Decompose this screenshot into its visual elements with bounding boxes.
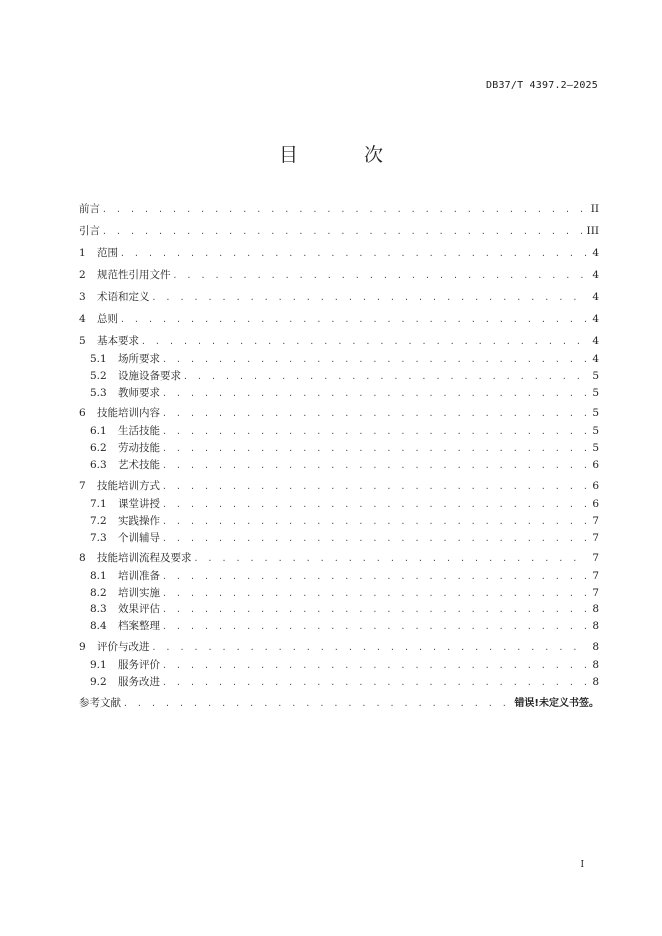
toc-dot-leader [162, 515, 588, 529]
toc-entry-label: 劳动技能 [118, 442, 160, 454]
toc-entry-page: 8 [592, 620, 599, 632]
toc-entry-label: 基本要求 [97, 335, 139, 347]
toc-entry[interactable] [90, 424, 599, 438]
toc-entry-page: 4 [592, 335, 599, 347]
toc-entry[interactable] [79, 224, 599, 238]
toc-entry[interactable] [90, 458, 599, 472]
toc-dot-leader [162, 353, 588, 367]
toc-dot-leader [152, 291, 589, 305]
toc-entry-number: 7 [79, 480, 86, 492]
toc-entry[interactable] [90, 675, 599, 689]
toc-entry-label: 技能培训内容 [97, 407, 160, 419]
toc-entry-label: 培训实施 [118, 587, 160, 599]
toc-entry[interactable] [79, 696, 599, 710]
toc-dot-leader [173, 269, 589, 283]
toc-entry-page: 4 [592, 247, 599, 259]
toc-entry[interactable] [90, 369, 599, 383]
toc-entry[interactable] [90, 602, 599, 616]
toc-entry-number: 6 [79, 407, 86, 419]
toc-entry-page: 4 [592, 313, 599, 325]
toc-entry-label: 档案整理 [118, 620, 160, 632]
toc-entry-page: 8 [592, 603, 599, 615]
toc-entry-label: 服务评价 [118, 659, 160, 671]
toc-entry[interactable] [79, 202, 599, 216]
toc-entry-number: 7.2 [90, 515, 107, 527]
toc-dot-leader [162, 570, 588, 584]
toc-entry-number: 8.4 [90, 620, 107, 632]
toc-entry-page: 5 [592, 370, 599, 382]
toc-entry-label: 术语和定义 [97, 291, 150, 303]
toc-dot-leader [162, 587, 588, 601]
toc-dot-leader [162, 498, 588, 512]
toc-dot-leader [162, 620, 588, 634]
toc-entry[interactable] [79, 268, 599, 282]
toc-entry-page: 7 [592, 552, 599, 564]
toc-dot-leader [102, 225, 583, 239]
toc-entry-number: 4 [79, 313, 86, 325]
toc-title: 目 次 [278, 144, 414, 166]
toc-dot-leader [162, 480, 588, 494]
toc-entry-label: 总则 [97, 313, 118, 325]
toc-entry-label: 艺术技能 [118, 459, 160, 471]
toc-entry-number: 6.2 [90, 442, 107, 454]
toc-entry-page: 4 [592, 269, 599, 281]
toc-entry-page: 7 [592, 532, 599, 544]
toc-entry-label: 前言 [79, 203, 100, 215]
toc-entry-label: 生活技能 [118, 425, 160, 437]
toc-entry-number: 7.1 [90, 498, 107, 510]
toc-entry[interactable] [79, 406, 599, 420]
toc-entry-label: 课堂讲授 [118, 498, 160, 510]
toc-entry-page: 7 [592, 587, 599, 599]
toc-entry-label: 服务改进 [118, 676, 160, 688]
toc-entry[interactable] [90, 514, 599, 528]
toc-entry-label: 技能培训流程及要求 [97, 552, 192, 564]
toc-entry-page: II [590, 203, 599, 215]
toc-dot-leader [162, 425, 588, 439]
toc-entry[interactable] [90, 531, 599, 545]
toc-entry-number: 9.1 [90, 659, 107, 671]
toc-dot-leader [152, 641, 589, 655]
toc-dot-leader [162, 459, 588, 473]
toc-entry-number: 8 [79, 552, 86, 564]
toc-entry-label: 规范性引用文件 [97, 269, 171, 281]
toc-entry-number: 9.2 [90, 676, 107, 688]
toc-entry-number: 5.2 [90, 370, 107, 382]
page-number: I [580, 860, 584, 870]
toc-entry-number: 8.3 [90, 603, 107, 615]
toc-entry-page: 6 [592, 498, 599, 510]
toc-entry-page: 4 [592, 291, 599, 303]
toc-entry-page: 6 [592, 480, 599, 492]
toc-dot-leader [120, 313, 588, 327]
toc-entry-label: 实践操作 [118, 515, 160, 527]
toc-entry[interactable] [90, 352, 599, 366]
toc-dot-leader [162, 387, 588, 401]
toc-entry[interactable] [90, 569, 599, 583]
toc-entry-page: 5 [592, 442, 599, 454]
toc-entry-page: III [586, 225, 599, 237]
toc-entry[interactable] [90, 386, 599, 400]
toc-entry[interactable] [79, 640, 599, 654]
document-code: DB37/T 4397.2—2025 [486, 80, 598, 91]
toc-entry-number: 5.3 [90, 387, 107, 399]
toc-entry-number: 6.1 [90, 425, 107, 437]
toc-entry-page: 8 [592, 676, 599, 688]
toc-entry-number: 8.1 [90, 570, 107, 582]
toc-dot-leader [183, 370, 588, 384]
toc-entry[interactable] [79, 246, 599, 260]
toc-entry-label: 个训辅导 [118, 532, 160, 544]
toc-dot-leader [194, 552, 589, 566]
toc-entry-page: 7 [592, 515, 599, 527]
toc-entry-page: 5 [592, 387, 599, 399]
toc-entry[interactable] [90, 619, 599, 633]
toc-entry-label: 范围 [97, 247, 118, 259]
toc-dot-leader [162, 603, 588, 617]
toc-dot-leader [141, 335, 588, 349]
toc-dot-leader [162, 676, 588, 690]
toc-entry-number: 5.1 [90, 353, 107, 365]
toc-entry[interactable] [90, 441, 599, 455]
toc-entry-page: 错误!未定义书签。 [514, 698, 599, 709]
toc-entry-number: 9 [79, 641, 86, 653]
toc-entry[interactable] [79, 334, 599, 348]
toc-entry-number: 2 [79, 269, 86, 281]
toc-entry[interactable] [90, 586, 599, 600]
toc-entry[interactable] [90, 658, 599, 672]
toc-dot-leader [123, 697, 510, 711]
toc-dot-leader [120, 247, 588, 261]
toc-entry[interactable] [79, 290, 599, 304]
toc-entry[interactable] [79, 551, 599, 565]
toc-entry-number: 1 [79, 247, 86, 259]
toc-entry-number: 5 [79, 335, 86, 347]
toc-entry-page: 8 [592, 641, 599, 653]
toc-entry-label: 培训准备 [118, 570, 160, 582]
toc-entry-label: 技能培训方式 [97, 480, 160, 492]
toc-entry[interactable] [79, 312, 599, 326]
toc-entry-page: 7 [592, 570, 599, 582]
toc-dot-leader [162, 532, 588, 546]
toc-dot-leader [162, 659, 588, 673]
toc-entry-number: 3 [79, 291, 86, 303]
toc-entry-label: 评价与改进 [97, 641, 150, 653]
toc-dot-leader [162, 442, 588, 456]
toc-entry-label: 场所要求 [118, 353, 160, 365]
toc-dot-leader [102, 203, 587, 217]
toc-entry-page: 5 [592, 407, 599, 419]
toc-entry-number: 6.3 [90, 459, 107, 471]
toc-entry[interactable] [79, 479, 599, 493]
toc-entry-label: 设施设备要求 [118, 370, 181, 382]
toc-entry-label: 引言 [79, 225, 100, 237]
toc-entry-page: 6 [592, 459, 599, 471]
toc-entry-page: 5 [592, 425, 599, 437]
toc-entry[interactable] [90, 497, 599, 511]
toc-entry-page: 8 [592, 659, 599, 671]
toc-entry-label: 效果评估 [118, 603, 160, 615]
toc-entry-page: 4 [592, 353, 599, 365]
toc-entry-label: 教师要求 [118, 387, 160, 399]
toc-entry-number: 7.3 [90, 532, 107, 544]
toc-dot-leader [162, 407, 588, 421]
toc-entry-number: 8.2 [90, 587, 107, 599]
toc-entry-label: 参考文献 [79, 697, 121, 709]
